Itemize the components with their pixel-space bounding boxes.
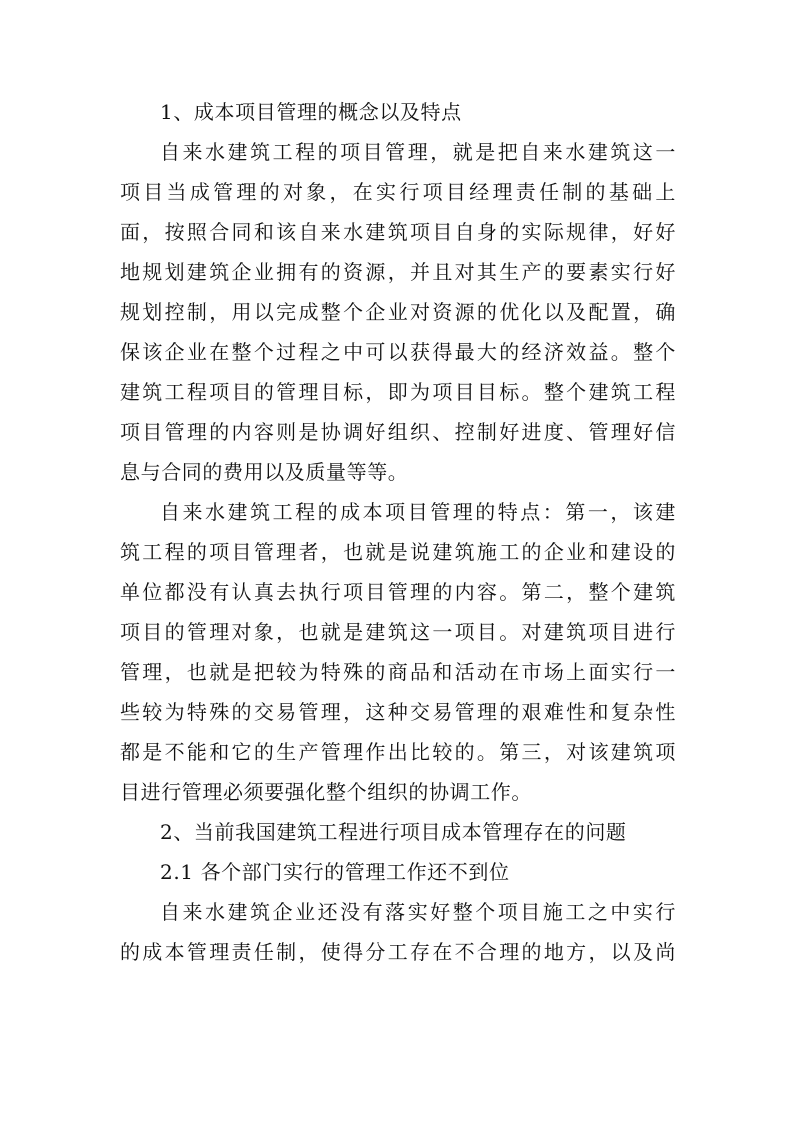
paragraph-line: 自来水建筑企业还没有落实好整个项目施工之中实行 [160,900,676,924]
paragraph-line: 些较为特殊的交易管理，这种交易管理的艰难性和复杂性 [120,700,676,724]
paragraph-concept [120,132,676,492]
paragraph-line: 保该企业在整个过程之中可以获得最大的经济效益。整个 [120,340,676,364]
paragraph-line: 都是不能和它的生产管理作出比较的。第三，对该建筑项 [120,740,676,764]
paragraph-line: 单位都没有认真去执行项目管理的内容。第二，整个建筑 [120,580,676,604]
paragraph-line: 地规划建筑企业拥有的资源，并且对其生产的要素实行好 [120,260,676,284]
section-heading-2: 2、当前我国建筑工程进行项目成本管理存在的问题 [160,820,627,844]
paragraph-line: 自来水建筑工程的项目管理，就是把自来水建筑这一 [160,140,676,164]
paragraph-line: 息与合同的费用以及质量等等。 [120,460,409,484]
paragraph-line: 目进行管理必须要强化整个组织的协调工作。 [120,780,532,804]
paragraph-line: 筑工程的项目管理者，也就是说建筑施工的企业和建设的 [120,540,676,564]
paragraph-line: 自来水建筑工程的成本项目管理的特点：第一，该建 [160,500,676,524]
paragraph-management [120,892,676,972]
document-body [120,92,676,972]
paragraph-line: 管理，也就是把较为特殊的商品和活动在市场上面实行一 [120,660,676,684]
paragraph-line: 项目当成管理的对象，在实行项目经理责任制的基础上 [120,180,676,204]
subsection-heading-2-1: 2.1 各个部门实行的管理工作还不到位 [160,860,510,884]
paragraph-features [120,492,676,812]
paragraph-line: 建筑工程项目的管理目标，即为项目目标。整个建筑工程 [120,380,676,404]
paragraph-line: 项目管理的内容则是协调好组织、控制好进度、管理好信 [120,420,676,444]
paragraph-line: 规划控制，用以完成整个企业对资源的优化以及配置，确 [120,300,676,324]
section-heading-1: 1、成本项目管理的概念以及特点 [160,100,462,124]
paragraph-line: 项目的管理对象，也就是建筑这一项目。对建筑项目进行 [120,620,676,644]
paragraph-line: 的成本管理责任制，使得分工存在不合理的地方，以及尚 [120,940,676,964]
paragraph-line: 面，按照合同和该自来水建筑项目自身的实际规律，好好 [120,220,676,244]
